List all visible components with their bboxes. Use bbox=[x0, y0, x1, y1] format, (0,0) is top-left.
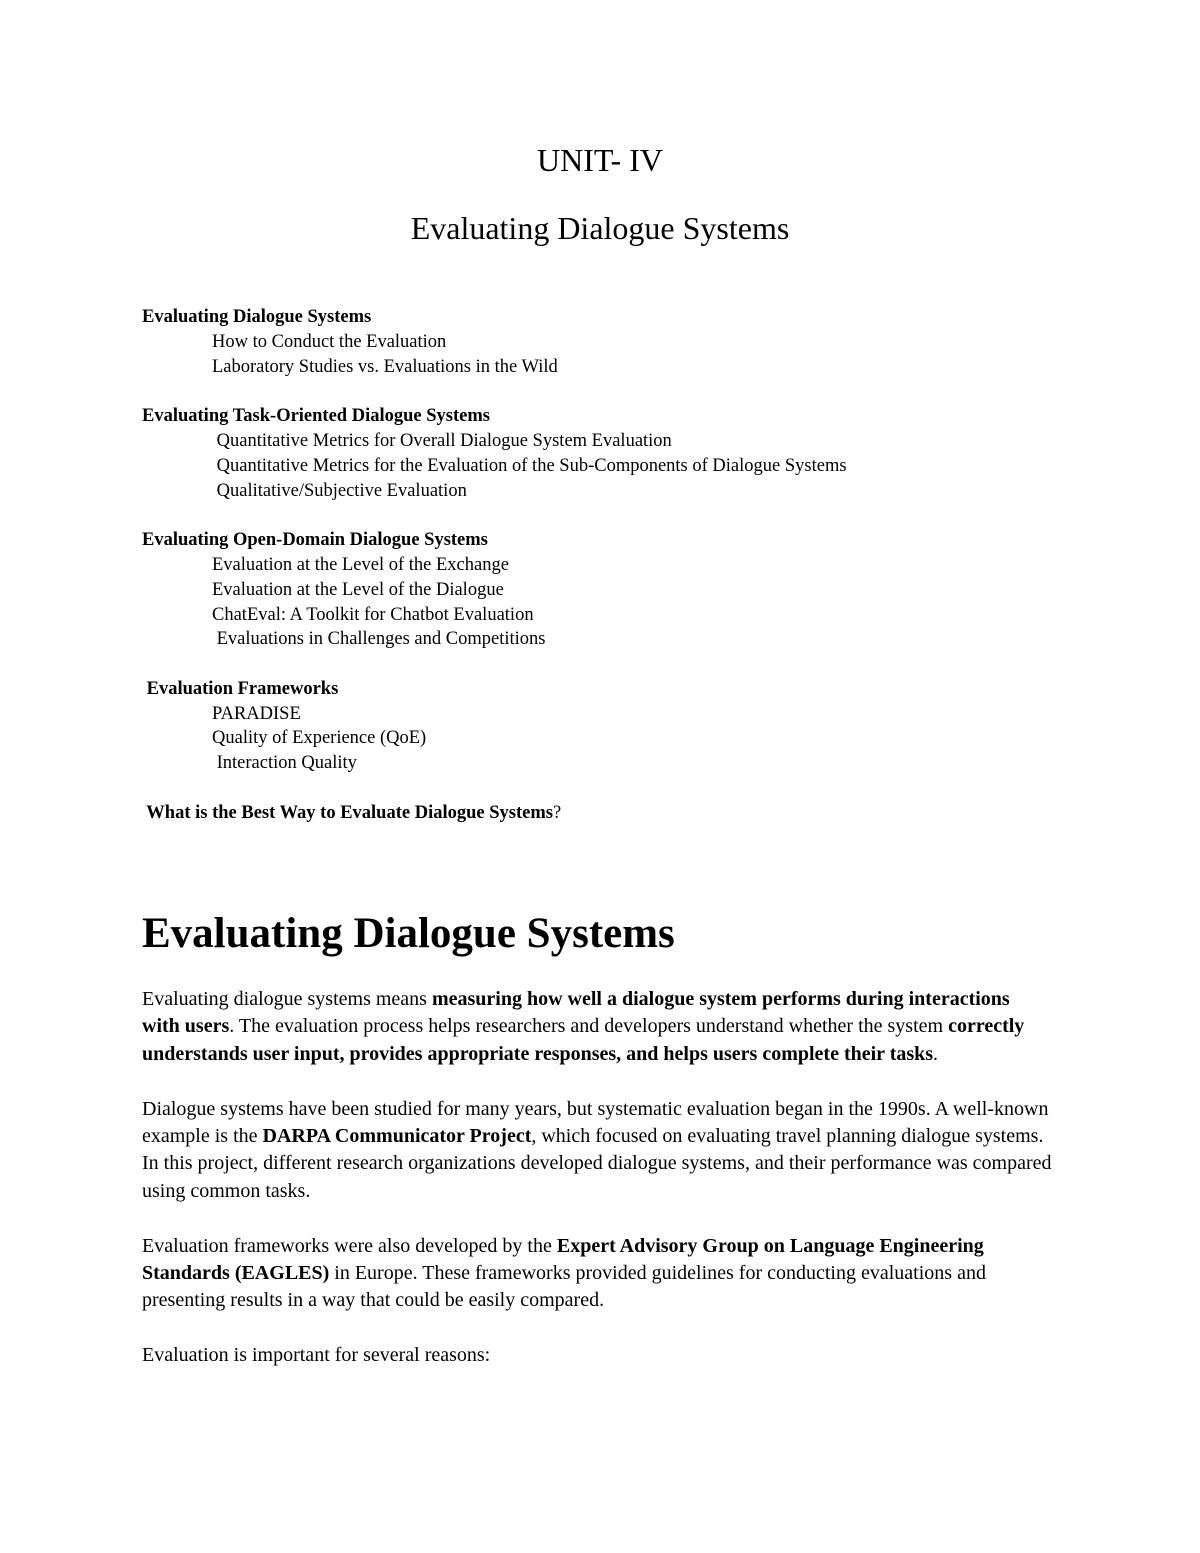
toc-item: Qualitative/Subjective Evaluation bbox=[212, 480, 467, 501]
toc-heading: Evaluating Task-Oriented Dialogue Systems bbox=[142, 406, 490, 427]
text-run: in Europe. These frameworks provided guidelines for conducting evaluations and presenting results in a way that could be easily compared. bbox=[142, 1262, 986, 1312]
unit-subtitle: Evaluating Dialogue Systems bbox=[410, 210, 790, 246]
section-title: Evaluating Dialogue Systems bbox=[142, 910, 675, 957]
text-run: Dialogue systems have been studied for many years, but systematic evaluation began in the 1990s. A well-known example is the bbox=[142, 1097, 1049, 1148]
section-body bbox=[142, 986, 1052, 1397]
text-run: . bbox=[933, 1042, 939, 1065]
toc-item: Laboratory Studies vs. Evaluations in the Wild bbox=[212, 356, 558, 377]
toc-item: How to Conduct the Evaluation bbox=[212, 332, 447, 352]
bold-text: correctly understands user input, provides appropriate responses, and helps users complete their tasks bbox=[142, 1015, 1025, 1065]
toc-heading: Evaluating Dialogue Systems bbox=[142, 307, 372, 327]
toc-item: Quantitative Metrics for Overall Dialogue System Evaluation bbox=[212, 431, 672, 452]
unit-title: UNIT- IV bbox=[537, 142, 663, 178]
bold-text: Expert Advisory Group on Language Engineering Standards (EAGLES) bbox=[142, 1234, 984, 1285]
toc-item: Interaction Quality bbox=[212, 753, 357, 774]
paragraph bbox=[142, 1233, 1052, 1315]
text-run: Evaluation frameworks were also developed by the bbox=[142, 1234, 557, 1257]
toc-item: Quality of Experience (QoE) bbox=[212, 728, 427, 749]
bold-text: DARPA Communicator Project bbox=[262, 1125, 532, 1148]
paragraph bbox=[142, 1096, 1052, 1206]
toc-question bbox=[142, 801, 1102, 826]
paragraph bbox=[142, 986, 1052, 1068]
toc-heading: Evaluation Frameworks bbox=[142, 678, 339, 699]
text-run: Evaluating dialogue systems means bbox=[142, 988, 432, 1010]
bold-text: measuring how well a dialogue system performs during interactions with users bbox=[142, 988, 1010, 1038]
toc-item: PARADISE bbox=[212, 703, 301, 724]
toc-heading-suffix: ? bbox=[552, 802, 562, 823]
paragraph: Evaluation is important for several reasons: bbox=[142, 1344, 491, 1367]
toc-item: ChatEval: A Toolkit for Chatbot Evaluation bbox=[212, 604, 534, 625]
text-run: , which focused on evaluating travel planning dialogue systems. In this project, different research organizations developed dialogue systems, and their performance was compared using common tasks. bbox=[142, 1125, 1052, 1202]
toc-heading: What is the Best Way to Evaluate Dialogue Systems bbox=[142, 802, 553, 823]
text-run: . The evaluation process helps researchers and developers understand whether the system bbox=[229, 1015, 949, 1038]
toc-item: Evaluation at the Level of the Dialogue bbox=[212, 579, 504, 600]
toc-item: Quantitative Metrics for the Evaluation of the Sub-Components of Dialogue Systems bbox=[212, 455, 847, 476]
table-of-contents bbox=[142, 305, 1102, 826]
toc-item: Evaluation at the Level of the Exchange bbox=[212, 554, 509, 575]
toc-heading: Evaluating Open-Domain Dialogue Systems bbox=[142, 529, 488, 550]
toc-item: Evaluations in Challenges and Competitions bbox=[212, 629, 546, 650]
